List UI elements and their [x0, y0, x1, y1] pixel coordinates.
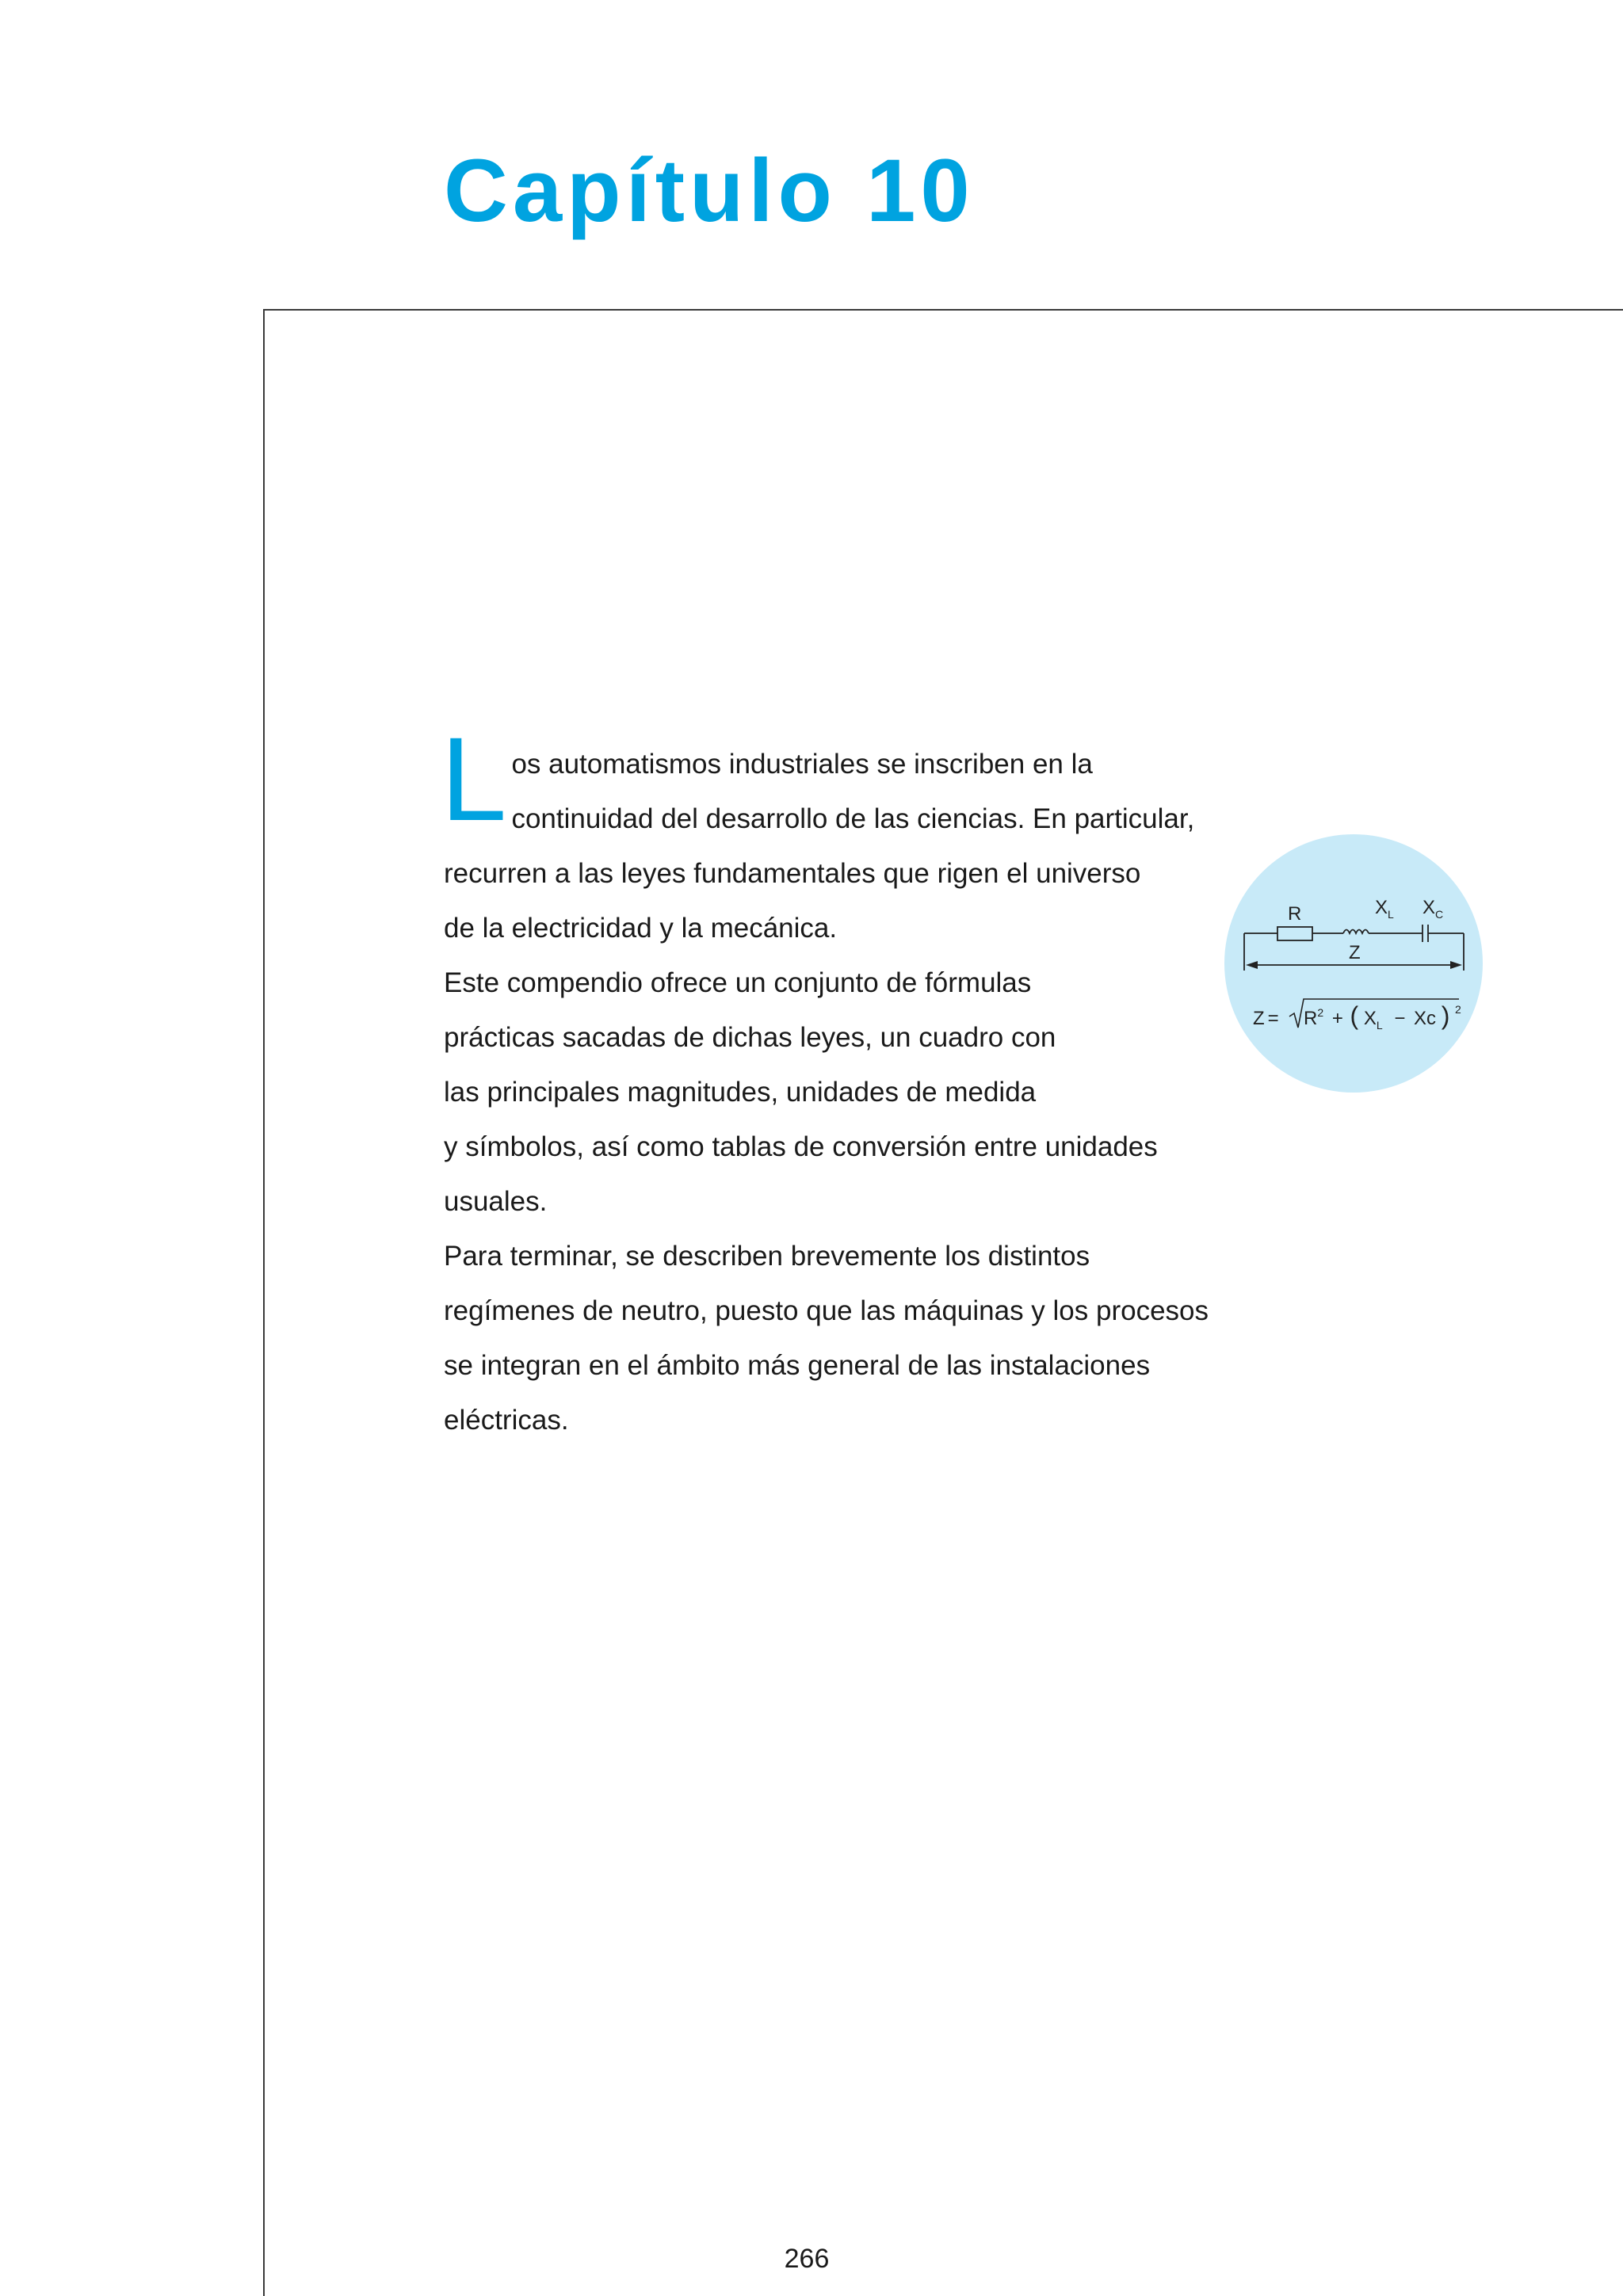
intro-line: regímenes de neutro, puesto que las máquinas y los procesos [444, 1295, 1209, 1326]
impedance-figure [1224, 834, 1483, 1093]
intro-text [441, 712, 1300, 1447]
intro-line: de la electricidad y la mecánica. [444, 913, 838, 944]
intro-line: Para terminar, se describen brevemente los distintos [444, 1241, 1090, 1272]
intro-line: continuidad del desarrollo de las ciencias. En particular, [511, 803, 1195, 834]
drop-cap: L [441, 712, 507, 845]
intro-line: las principales magnitudes, unidades de medida [444, 1077, 1037, 1108]
intro-line: se integran en el ámbito más general de las instalaciones [444, 1350, 1151, 1381]
capacitive-reactance-label: $X_C$ [1423, 897, 1444, 921]
intro-line: recurren a las leyes fundamentales que rigen el universo [444, 858, 1141, 889]
impedance-formula: Z = $R^2$ + ( $X_L$ − Xc ) $^2$ [1253, 1001, 1461, 1032]
intro-line: os automatismos industriales se inscriben en la [511, 749, 1093, 780]
intro-line: eléctricas. [444, 1405, 569, 1436]
chapter-title: Capítulo 10 [444, 141, 975, 240]
figure-background-circle [1224, 834, 1483, 1093]
intro-line: prácticas sacadas de dichas leyes, un cuadro con [444, 1022, 1056, 1053]
resistor-label: R [1288, 903, 1302, 925]
intro-line: usuales. [444, 1186, 548, 1217]
impedance-label: Z [1349, 942, 1361, 963]
page-number: 266 [784, 2244, 830, 2274]
intro-line: y símbolos, así como tablas de conversión entre unidades [444, 1131, 1158, 1162]
inductive-reactance-label: $X_L$ [1375, 897, 1394, 921]
intro-line: Este compendio ofrece un conjunto de fórmulas [444, 967, 1032, 998]
